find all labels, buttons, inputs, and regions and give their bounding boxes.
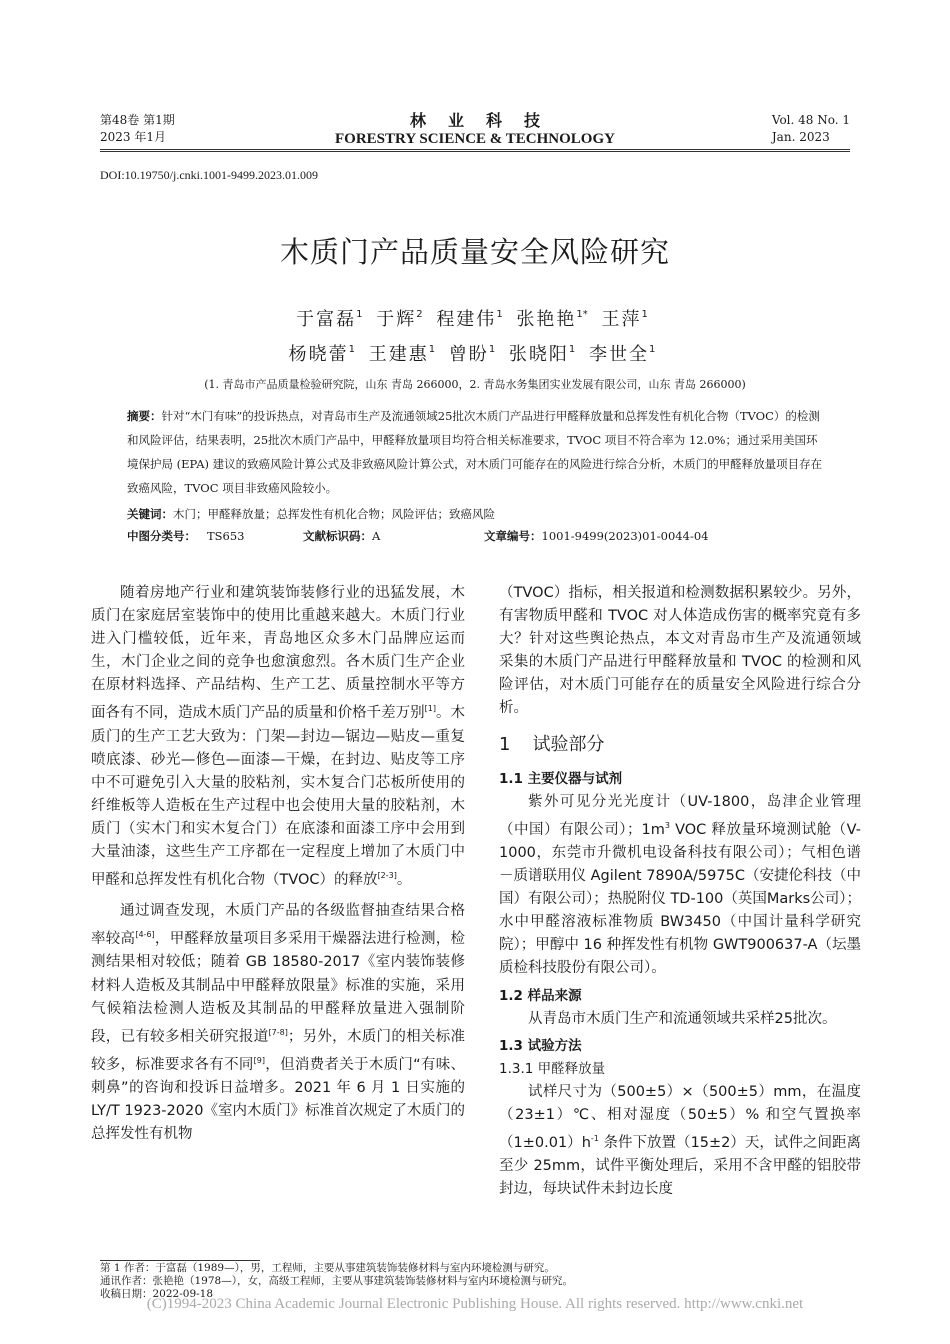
author: 张艳艳 bbox=[516, 309, 577, 330]
journal-name-cn: 林业科技 bbox=[409, 111, 562, 130]
footnote-corresponding: 通讯作者：张艳艳（1978—），女，高级工程师，主要从事建筑装饰装修材料与室内环境检测与研究。 bbox=[100, 1275, 573, 1287]
author: 张晓阳 bbox=[508, 344, 569, 365]
doc-code: 文献标识码：A bbox=[303, 529, 381, 543]
section-heading-1-2: 1.2 样品来源 bbox=[499, 987, 582, 1004]
author: 王萍 bbox=[601, 309, 642, 330]
article-number: 文章编号：1001-9499(2023)01-0044-04 bbox=[484, 529, 709, 543]
section-heading-1-3: 1.3 试验方法 bbox=[499, 1037, 582, 1054]
affiliation: (1. 青岛市产品质量检验研究院，山东 青岛 266000，2. 青岛水务集团实业发展有限公司，山东 青岛 266000) bbox=[204, 378, 746, 391]
footnote-first-author: 第 1 作者：于富磊（1989—），男，工程师，主要从事建筑装饰装修材料与室内环境检测与研究。 bbox=[100, 1262, 555, 1274]
author: 程建伟 bbox=[436, 309, 497, 330]
header-rule bbox=[100, 149, 850, 150]
copyright-watermark: (C)1994-2023 China Academic Journal Electronic Publishing House. All rights reserved. http://www.cnki.net bbox=[146, 1296, 804, 1312]
abstract-label: 摘要： bbox=[127, 409, 162, 423]
author: 李世全 bbox=[589, 344, 650, 365]
paragraph: 紫外可见分光光度计（UV-1800，岛津企业管理（中国）有限公司）；$1m^3$ VOC 释放量环境测试舱（V-1000，东莞市升微机电设备科技有限公司）；气相色谱－质谱联用仪 Agilent 7890A/5975C（安捷伦科技（中国）有限公司）；热脱附仪 TD-100（英国Marks公司）；水中甲醛溶液标准物质 BW3450（中国计量科学研究院）；甲醇中 16 种挥发性有机物 GWT900637-A（坛墨质检科技股份有限公司）。 bbox=[499, 793, 861, 977]
section-heading-1: 1 试验部分 bbox=[499, 733, 605, 755]
citation: [7-8] bbox=[268, 1027, 288, 1037]
paragraph: 随着房地产行业和建筑装饰装修行业的迅猛发展，木质门在家庭居室装饰中的使用比重越来越大。木质门行业进入门槛较低，近年来，青岛地区众多木门品牌应运而生，木门企业之间的竞争也愈演愈烈。各木质门生产企业在原材料选择、产品结构、生产工艺、质量控制水平等方面各有不同，造成木质门产品的质量和价格千差万别[1]。木质门的生产工艺大致为：门架—封边—锯边—贴皮—重复喷底漆、砂光—修色—面漆—干燥，在封边、贴皮等工序中不可避免引入大量的胶粘剂，实木复合门芯板所使用的纤维板等人造板在生产过程中也会使用大量的胶粘剂，木质门（实木门和实木复合门）在底漆和面漆工序中会用到大量油漆，这些生产工序都在一定程度上增加了木质门中甲醛和总挥发性有机化合物（TVOC）的释放[2-3]。 bbox=[91, 585, 466, 889]
paragraph: 试样尺寸为（500±5）×（500±5）mm，在温度（23±1）℃、相对湿度（50±5）% 和空气置换率$(1\pm 0.01)h^{-1}$ 条件下放置（15±2）天，试件之间距离至少 25mm，试件平衡处理后，采用不含甲醛的铝胶带封边，每块试件未封边长度 bbox=[499, 1083, 861, 1198]
citation: [2-3] bbox=[377, 871, 397, 881]
journal-name-en: FORESTRY SCIENCE & TECHNOLOGY bbox=[335, 131, 615, 147]
clc-code: 中图分类号： TS653 bbox=[127, 529, 245, 543]
authors-line-2: 杨晓蕾$^1$ 王建惠$^1$ 曾盼$^1$ 张晓阳$^1$ 李世全$^1$ bbox=[288, 344, 656, 365]
journal-header bbox=[100, 112, 850, 148]
authors-line-1: 于富磊$^1$ 于辉$^2$ 程建伟$^1$ 张艳艳$^{1*}$ 王萍$^1$ bbox=[296, 309, 648, 330]
paragraph: 从青岛市木质门生产和流通领域共采样25批次。 bbox=[528, 1010, 837, 1027]
abstract-text: 针对“木门有味”的投诉热点，对青岛市生产及流通领域25批次木质门产品进行甲醛释放量和总挥发性有机化合物（TVOC）的检测和风险评估，结果表明，25批次木质门产品中，甲醛释放量项目均符合相关标准要求，TVOC 项目不符合率为 12.0%；通过采用美国环境保护局 (EPA) 建议的致癌风险计算公式及非致癌风险计算公式，对木质门可能存在的风险进行综合分析，木质门的甲醛释放量项目存在致癌风险，TVOC 项目非致癌风险较小。 bbox=[127, 409, 823, 495]
journal-issue-en: Vol. 48 No. 1 Jan. 2023 bbox=[771, 113, 850, 144]
classification-row bbox=[127, 528, 827, 548]
paragraph: 通过调查发现，木质门产品的各级监督抽查结果合格率较高[4-6]，甲醛释放量项目多采用干燥器法进行检测，检测结果相对较低；随着 GB 18580-2017《室内装饰装修材料人造板及其制品中甲醛释放限量》标准的实施，采用气候箱法检测人造板及其制品的甲醛释放量进入强制阶段，已有较多相关研究报道[7-8]；另外，木质门的相关标准较多，标准要求各有不同[9]，但消费者关于木质门“有味、刺鼻”的咨询和投诉日益增多。2021 年 6 月 1 日实施的 LY/T 1923-2020《室内木质门》标准首次规定了木质门的总挥发性有机物 bbox=[91, 903, 466, 1143]
keywords-text: 木门；甲醛释放量；总挥发性有机化合物；风险评估；致癌风险 bbox=[173, 507, 495, 521]
citation: [9] bbox=[253, 1055, 265, 1065]
footnote-received: 收稿日期：2022-09-18 bbox=[100, 1288, 214, 1300]
author: 曾盼 bbox=[448, 344, 489, 365]
keywords bbox=[127, 502, 827, 526]
journal-issue-cn: 第48卷 第1期 2023 年1月 bbox=[100, 113, 175, 144]
footnote-rule bbox=[100, 1260, 260, 1261]
author: 于富磊 bbox=[296, 309, 357, 330]
section-heading-1-3-1: 1.3.1 甲醛释放量 bbox=[499, 1060, 606, 1077]
paper-title: 木质门产品质量安全风险研究 bbox=[279, 235, 670, 269]
section-heading-1-1: 1.1 主要仪器与试剂 bbox=[499, 770, 623, 787]
paragraph: （TVOC）指标，相关报道和检测数据积累较少。另外，有害物质甲醛和 TVOC 对人体造成伤害的概率究竟有多大？针对这些舆论热点，本文对青岛市生产及流通领域采集的木质门产品进行甲醛释放量和 TVOC 的检测和风险评估，对木质门可能存在的质量安全风险进行综合分析。 bbox=[499, 585, 861, 717]
journal-name bbox=[100, 108, 850, 148]
citation: [1] bbox=[424, 704, 436, 714]
author: 于辉 bbox=[376, 309, 417, 330]
doi: DOI:10.19750/j.cnki.1001-9499.2023.01.009 bbox=[100, 168, 318, 182]
right-column bbox=[499, 582, 861, 1201]
author: 王建惠 bbox=[368, 344, 429, 365]
keywords-label: 关键词： bbox=[127, 507, 173, 521]
left-column bbox=[91, 582, 465, 1146]
author: 杨晓蕾 bbox=[288, 344, 349, 365]
citation: [4-6] bbox=[135, 930, 155, 940]
header-rule-2 bbox=[100, 151, 850, 152]
abstract bbox=[127, 404, 827, 500]
